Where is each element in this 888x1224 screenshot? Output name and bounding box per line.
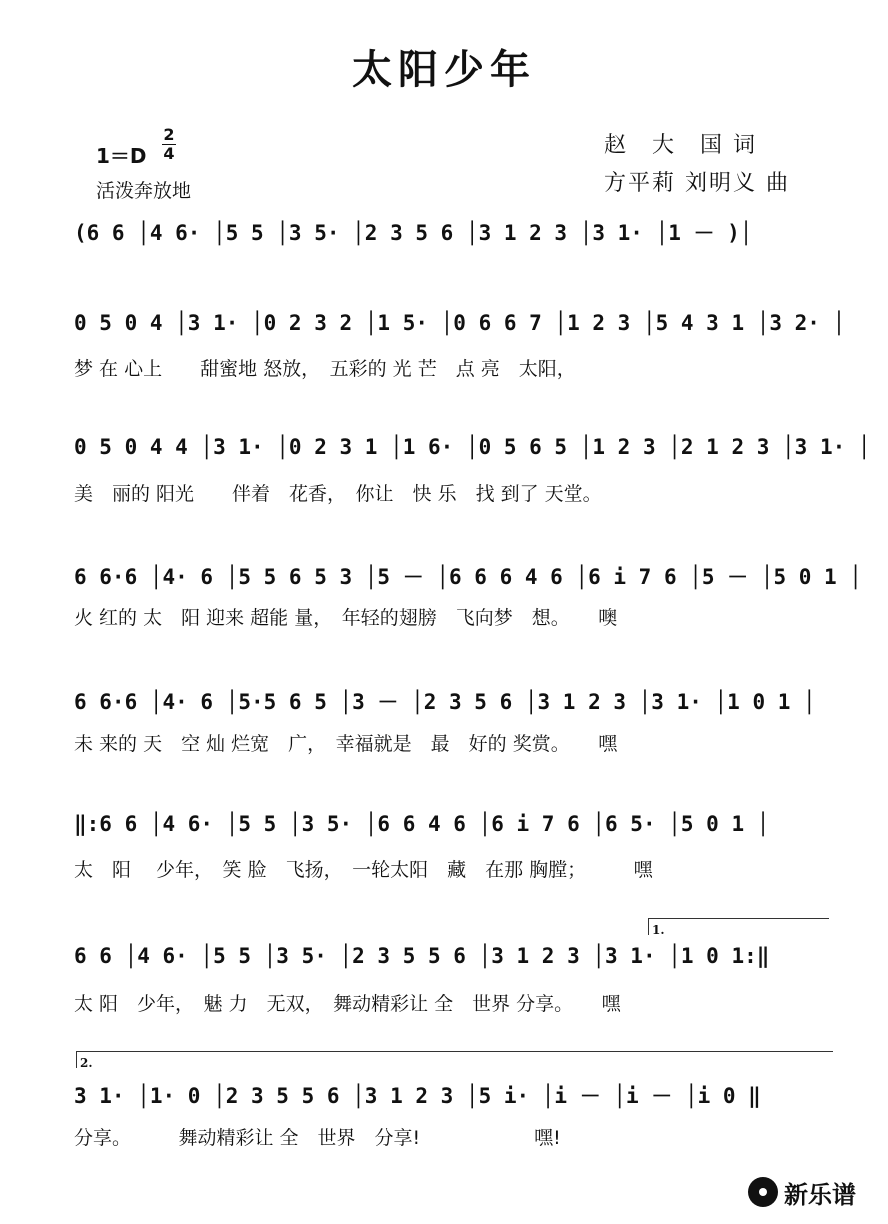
first-ending-label: 1.: [652, 923, 665, 937]
lyricist-credit: 赵 大 国 词: [604, 133, 757, 158]
notation-row-8: 3 1· │1· 0 │2 3 5 5 6 │3 1 2 3 │5 i· │i － │i － │i 0 ‖: [74, 1084, 761, 1108]
site-logo: [748, 1170, 876, 1214]
record-disc-icon: [748, 1177, 778, 1207]
tempo-marking: 活泼奔放地: [96, 180, 192, 202]
notation-row-6: ‖:6 6 │4 6· │5 5 │3 5· │6 6 4 6 │6 i 7 6 │6 5· │5 0 1 │: [74, 812, 770, 836]
notation-row-5: 6 6·6 │4· 6 │5·5 6 5 │3 － │2 3 5 6 │3 1 2 3 │3 1· │1 0 1 │: [74, 690, 816, 714]
lyrics-row-6: 太 阳 少年， 笑 脸 飞扬， 一轮太阳 藏 在那 胸膛； 嘿: [74, 859, 653, 881]
notation-row-4: 6 6·6 │4· 6 │5 5 6 5 3 │5 － │6 6 6 4 6 │6 i 7 6 │5 － │5 0 1 │: [74, 565, 862, 589]
notation-row-2: 0 5 0 4 │3 1· │0 2 3 2 │1 5· │0 6 6 7 │1 2 3 │5 4 3 1 │3 2· │: [74, 311, 846, 335]
second-ending-label: 2.: [80, 1056, 93, 1070]
first-ending-bracket: [648, 918, 829, 935]
lyrics-row-5: 未 来的 天 空 灿 烂宽 广， 幸福就是 最 好的 奖赏。 嘿: [74, 733, 618, 755]
lyrics-row-3: 美 丽的 阳光 伴着 花香， 你让 快 乐 找 到了 天堂。: [74, 483, 602, 505]
lyrics-row-4: 火 红的 太 阳 迎来 超能 量， 年轻的翅膀 飞向梦 想。 噢: [74, 607, 618, 629]
time-signature-bottom: 4: [163, 144, 175, 163]
site-logo-text: 新乐谱: [784, 1180, 856, 1209]
lyrics-row-2: 梦 在 心上 甜蜜地 怒放， 五彩的 光 芒 点 亮 太阳，: [74, 358, 576, 380]
notation-row-3: 0 5 0 4 4 │3 1· │0 2 3 1 │1 6· │0 5 6 5 │1 2 3 │2 1 2 3 │3 1· │: [74, 435, 871, 459]
notation-row-1: (6 6 │4 6· │5 5 │3 5· │2 3 5 6 │3 1 2 3 │3 1· │1 － )│: [74, 221, 753, 245]
time-signature-top: 2: [163, 125, 175, 144]
time-signature: [162, 126, 176, 163]
song-title: 太阳少年: [352, 47, 536, 93]
key-signature: 1＝D: [96, 144, 147, 168]
composer-credit: 方平莉 刘明义 曲: [604, 171, 790, 196]
notation-row-7: 6 6 │4 6· │5 5 │3 5· │2 3 5 5 6 │3 1 2 3 │3 1· │1 0 1:‖: [74, 944, 770, 968]
second-ending-bracket: [76, 1051, 833, 1068]
lyrics-row-7: 太 阳 少年， 魅 力 无双， 舞动精彩让 全 世界 分享。 嘿: [74, 993, 621, 1015]
lyrics-row-8: 分享。 舞动精彩让 全 世界 分享! 嘿!: [74, 1127, 561, 1149]
